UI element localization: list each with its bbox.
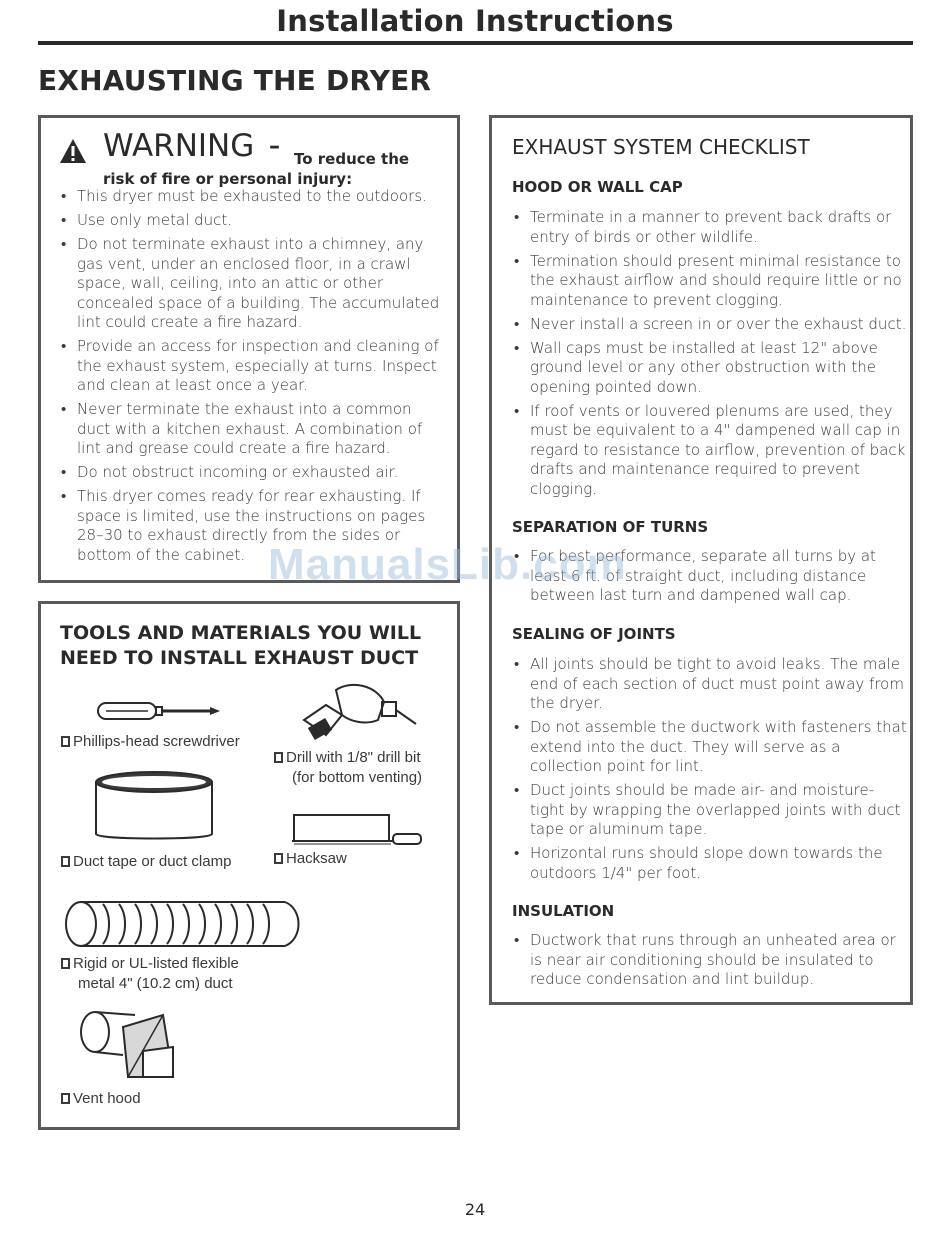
- list-item: • Wall caps must be installed at least 12" above ground level or any other obstruction with the opening pointed down.: [512, 339, 907, 398]
- list-item: • This dryer comes ready for rear exhausting. If space is limited, use the instructions on pages 28–30 to exhaust directly from the sides or bottom of the cabinet.: [59, 487, 444, 565]
- header-title: Installation Instructions: [276, 4, 674, 38]
- warning-subtitle-line2: risk of fire or personal injury:: [103, 170, 353, 188]
- list-item: • Never install a screen in or over the exhaust duct.: [512, 315, 907, 335]
- warning-dash: –: [269, 134, 280, 159]
- list-item: • Do not assemble the ductwork with fasteners that extend into the duct. They will serve as a collection point for lint.: [512, 718, 907, 777]
- list-item: • All joints should be tight to avoid leaks. The male end of each section of duct must point away from the dryer.: [512, 655, 907, 714]
- list-item: • Never terminate the exhaust into a common duct with a kitchen exhaust. A combination of lint and grease could create a fire hazard.: [59, 400, 444, 459]
- tool-label-drill: Drill with 1/8" drill bit: [274, 748, 421, 768]
- vent-hood-icon: [73, 1007, 183, 1087]
- checklist-heading-turns: SEPARATION OF TURNS: [512, 518, 709, 536]
- checklist-list-joints: [512, 655, 907, 888]
- tool-label-duct-tape: Duct tape or duct clamp: [61, 852, 231, 872]
- tool-label-duct: Rigid or UL-listed flexible: [61, 954, 239, 974]
- checklist-heading-hood: HOOD OR WALL CAP: [512, 178, 683, 196]
- checkbox-icon: [274, 853, 283, 864]
- list-item: • Terminate in a manner to prevent back drafts or entry of birds or other wildlife.: [512, 208, 907, 247]
- warning-list: [59, 187, 444, 570]
- checklist-heading-insulation: INSULATION: [512, 902, 615, 920]
- page-number: 24: [464, 1200, 486, 1219]
- checklist-title: EXHAUST SYSTEM CHECKLIST: [512, 135, 810, 159]
- tool-label-screwdriver: Phillips-head screwdriver: [61, 732, 240, 752]
- screwdriver-icon: [96, 700, 221, 722]
- tool-label-duct-size: metal 4" (10.2 cm) duct: [78, 975, 233, 992]
- watermark: ManualsLib.com: [268, 540, 627, 589]
- list-item: • Termination should present minimal resistance to the exhaust airflow and should require little or no maintenance to prevent clogging.: [512, 252, 907, 311]
- list-item: • Do not obstruct incoming or exhausted air.: [59, 463, 444, 483]
- list-item: • Provide an access for inspection and cleaning of the exhaust system, especially at turns. Inspect and clean at least once a year.: [59, 337, 444, 396]
- checklist-heading-joints: SEALING OF JOINTS: [512, 625, 676, 643]
- checkbox-icon: [61, 1093, 70, 1104]
- drill-icon: [296, 680, 421, 745]
- list-item: • Do not terminate exhaust into a chimney, any gas vent, under an enclosed floor, in a crawl space, wall, ceiling, into an attic or other concealed space of a building. The accumulated lint could create a fire hazard.: [59, 235, 444, 333]
- hacksaw-icon: [289, 809, 424, 851]
- section-title: EXHAUSTING THE DRYER: [38, 64, 432, 97]
- warning-triangle-icon: [59, 138, 87, 164]
- checkbox-icon: [61, 856, 70, 867]
- list-item: • Duct joints should be made air- and moisture-tight by wrapping the overlapped joints with duct tape or aluminum tape.: [512, 781, 907, 840]
- warning-box: [38, 115, 460, 583]
- list-item: • Use only metal duct.: [59, 211, 444, 231]
- checklist-list-insulation: [512, 931, 907, 994]
- tool-label-hacksaw: Hacksaw: [274, 849, 347, 869]
- warning-subtitle-line1: To reduce the: [294, 150, 410, 168]
- header-rule: [38, 41, 913, 45]
- flexible-duct-icon: [63, 899, 303, 949]
- tools-title: TOOLS AND MATERIALS YOU WILL NEED TO INSTALL EXHAUST DUCT: [60, 622, 422, 669]
- list-item: • If roof vents or louvered plenums are used, they must be equivalent to a 4" dampened wall cap in regard to resistance to airflow, prevention of back drafts and maintenance required to prevent clogging.: [512, 402, 907, 500]
- list-item: • Ductwork that runs through an unheated area or is near air conditioning should be insulated to reduce condensation and lint buildup.: [512, 931, 907, 990]
- list-item: • This dryer must be exhausted to the outdoors.: [59, 187, 444, 207]
- duct-tape-icon: [93, 770, 215, 846]
- warning-word: WARNING: [103, 128, 255, 164]
- tools-box: [38, 601, 460, 1130]
- checkbox-icon: [274, 752, 283, 763]
- checkbox-icon: [61, 736, 70, 747]
- checkbox-icon: [61, 958, 70, 969]
- list-item: • For best performance, separate all turns by at least 6 ft. of straight duct, including distance between last turn and dampened wall cap.: [512, 547, 907, 606]
- tool-label-vent-hood: Vent hood: [61, 1089, 141, 1109]
- tool-label-drill-note: (for bottom venting): [292, 769, 423, 786]
- list-item: • Horizontal runs should slope down towards the outdoors 1/4" per foot.: [512, 844, 907, 883]
- checklist-list-hood: [512, 208, 907, 504]
